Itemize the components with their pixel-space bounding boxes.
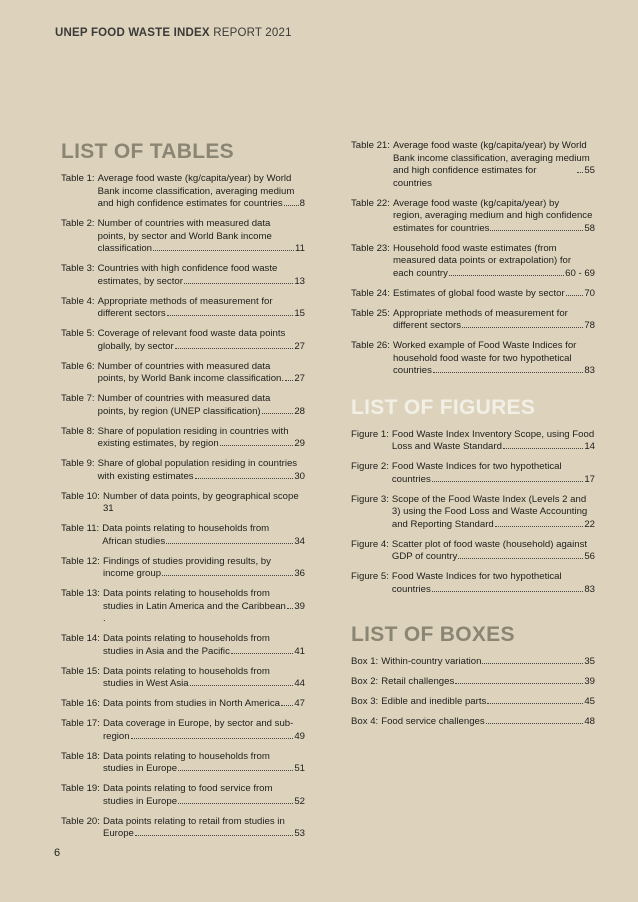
box-description xyxy=(381,656,595,669)
report-header xyxy=(55,27,292,39)
table-entry[interactable] xyxy=(61,783,305,808)
table-text: existing estimates, by region xyxy=(97,438,219,449)
box-entry[interactable] xyxy=(351,696,595,709)
dot-leader xyxy=(287,608,293,609)
figure-text: 3) using the Food Loss and Waste Accounting xyxy=(391,506,588,517)
table-last-line xyxy=(98,308,305,321)
report-subtitle: REPORT 2021 xyxy=(209,27,292,39)
figure-label: Figure 4: xyxy=(351,538,389,550)
table-last-line xyxy=(393,320,595,333)
table-description xyxy=(393,243,595,281)
table-page-number: 53 xyxy=(294,828,305,839)
table-last-line xyxy=(393,268,595,281)
dot-leader xyxy=(167,315,294,316)
dot-leader xyxy=(449,275,564,276)
dot-leader xyxy=(131,738,294,739)
table-last-line xyxy=(103,796,305,809)
figure-text: Food Waste Index Inventory Scope, using Food xyxy=(391,428,595,440)
dot-leader xyxy=(490,230,583,231)
dot-leader xyxy=(433,372,583,373)
table-page-number: 51 xyxy=(294,763,305,774)
table-page-number: 11 xyxy=(295,243,305,254)
table-description xyxy=(103,491,305,516)
boxes-list xyxy=(351,656,595,729)
table-text: with existing estimates xyxy=(97,470,194,482)
figure-text: Scope of the Food Waste Index (Levels 2 and xyxy=(391,493,587,505)
table-last-line xyxy=(393,288,595,301)
dot-leader xyxy=(285,380,293,381)
table-description xyxy=(103,718,305,743)
table-entry[interactable] xyxy=(61,458,305,483)
box-page-number: 39 xyxy=(584,676,595,687)
table-label: Table 3: xyxy=(61,263,95,274)
table-label: Table 19: xyxy=(61,783,100,794)
table-description xyxy=(103,633,305,658)
figure-text: Food Waste Indices for two hypothetical xyxy=(391,461,562,472)
list-of-boxes-heading: LIST OF BOXES xyxy=(351,623,515,646)
table-description xyxy=(393,288,595,301)
figures-list xyxy=(351,429,595,597)
box-page-number: 35 xyxy=(584,656,595,667)
table-entry[interactable] xyxy=(61,751,305,776)
table-label: Table 7: xyxy=(61,393,95,404)
table-text: Data points relating to households from xyxy=(102,665,270,677)
table-description xyxy=(98,328,305,353)
dot-leader xyxy=(220,445,294,446)
dot-leader xyxy=(486,723,584,724)
table-description xyxy=(98,426,305,451)
table-page-number: 34 xyxy=(294,535,305,547)
table-text: measured data points or extrapolation) for xyxy=(392,255,572,266)
table-description xyxy=(393,308,595,333)
table-text: Data points relating to households from xyxy=(102,588,270,599)
tables-list-left xyxy=(61,173,305,841)
table-entry[interactable] xyxy=(351,198,595,236)
right-column xyxy=(351,140,595,736)
figure-last-line xyxy=(392,441,595,454)
box-last-line xyxy=(381,716,595,729)
table-text: Estimates of global food waste by sector xyxy=(392,287,565,299)
dot-leader xyxy=(284,205,299,206)
table-label: Table 8: xyxy=(61,425,95,437)
dot-leader xyxy=(566,295,584,296)
table-description xyxy=(103,816,305,841)
table-entry[interactable] xyxy=(61,361,305,386)
table-last-line xyxy=(393,165,595,190)
table-entry[interactable] xyxy=(351,340,595,378)
table-label: Table 9: xyxy=(61,458,95,469)
table-last-line xyxy=(103,731,305,744)
table-text: Data points relating to households from xyxy=(102,523,270,534)
figure-page-number: 14 xyxy=(584,441,595,452)
table-last-line xyxy=(103,678,305,691)
table-label: Table 20: xyxy=(61,815,100,827)
table-text: region, averaging medium and high confidence xyxy=(392,210,593,221)
table-description xyxy=(102,523,305,548)
figure-entry[interactable] xyxy=(351,429,595,454)
table-page-number: 15 xyxy=(294,308,305,319)
dot-leader xyxy=(184,283,293,284)
table-text: Findings of studies providing results, by xyxy=(102,555,271,567)
table-label: Table 4: xyxy=(61,295,95,307)
table-page-number: 27 xyxy=(294,340,305,352)
table-page-number: 8 xyxy=(299,198,305,209)
table-label: Table 5: xyxy=(61,328,95,339)
table-entry[interactable] xyxy=(61,523,305,548)
dot-leader xyxy=(281,705,293,706)
table-text: Data points relating to food service from xyxy=(102,783,273,794)
box-last-line xyxy=(381,676,595,689)
figure-entry[interactable] xyxy=(351,461,595,486)
table-page-number: 83 xyxy=(584,365,595,376)
table-description xyxy=(103,588,305,626)
table-entry[interactable] xyxy=(61,633,305,658)
table-description xyxy=(98,173,305,211)
dot-leader xyxy=(135,835,293,836)
table-entry[interactable] xyxy=(351,308,595,333)
table-last-line xyxy=(98,276,305,289)
table-page-number: 47 xyxy=(294,698,305,709)
table-last-line xyxy=(103,601,305,626)
table-last-line xyxy=(393,223,595,236)
table-page-number: 29 xyxy=(294,438,305,449)
dot-leader xyxy=(178,770,293,771)
table-description xyxy=(103,751,305,776)
table-text: studies in Asia and the Pacific xyxy=(102,645,230,657)
table-label: Table 13: xyxy=(61,588,100,599)
table-page-number: 78 xyxy=(584,320,595,331)
box-label: Box 3: xyxy=(351,696,379,707)
dot-leader xyxy=(153,250,294,251)
box-last-line xyxy=(381,696,595,709)
table-description xyxy=(393,340,595,378)
figure-page-number: 56 xyxy=(584,551,595,562)
figure-text: Food Waste Indices for two hypothetical xyxy=(391,571,562,582)
table-text: and high confidence estimates for countries xyxy=(392,165,537,189)
figure-page-number: 22 xyxy=(584,518,595,530)
table-text: estimates for countries xyxy=(392,222,490,234)
table-entry[interactable] xyxy=(351,243,595,281)
table-page-number: 70 xyxy=(584,287,595,299)
table-label: Table 10: xyxy=(61,490,100,502)
table-text: Appropriate methods of measurement for xyxy=(97,295,273,307)
table-description xyxy=(103,783,305,808)
table-page-number: 55 xyxy=(584,165,595,176)
figure-last-line xyxy=(392,551,595,564)
table-entry[interactable] xyxy=(61,491,305,516)
box-label: Box 4: xyxy=(351,716,379,727)
dot-leader xyxy=(262,413,294,414)
table-entry[interactable] xyxy=(61,426,305,451)
table-text: globally, by sector xyxy=(97,340,174,352)
figure-text: Scatter plot of food waste (household) against xyxy=(391,538,588,550)
table-text: studies in West Asia xyxy=(102,678,189,689)
table-text: each country xyxy=(392,267,448,279)
figure-description xyxy=(392,571,595,596)
figure-text: Loss and Waste Standard xyxy=(391,441,502,452)
table-last-line xyxy=(98,373,305,386)
box-entry[interactable] xyxy=(351,676,595,689)
table-text: Share of global population residing in countries xyxy=(97,458,298,469)
table-entry[interactable] xyxy=(61,698,305,711)
figure-text: GDP of country xyxy=(391,551,458,562)
table-page-number: 13 xyxy=(294,275,305,287)
table-page-number: 52 xyxy=(294,795,305,807)
table-label: Table 25: xyxy=(351,307,390,319)
table-page-number: 39 xyxy=(294,600,305,612)
table-text: Data points relating to retail from studies in xyxy=(102,815,285,827)
table-label: Table 6: xyxy=(61,360,95,372)
table-last-line xyxy=(102,536,305,549)
dot-leader xyxy=(503,448,583,449)
table-label: Table 12: xyxy=(61,555,100,567)
table-entry[interactable] xyxy=(61,218,305,256)
table-page-number: 36 xyxy=(294,568,305,579)
table-text: Data coverage in Europe, by sector and sub- xyxy=(102,718,294,729)
table-description xyxy=(98,458,305,483)
table-text: countries xyxy=(392,365,432,376)
table-page-number: 44 xyxy=(294,678,305,689)
table-text: studies in Europe xyxy=(102,795,178,807)
table-text: points, by sector and World Bank income xyxy=(97,230,272,242)
dot-leader xyxy=(482,663,583,664)
left-column xyxy=(61,140,305,848)
figure-last-line xyxy=(392,584,595,597)
table-text: Average food waste (kg/capita/year) by World xyxy=(392,140,587,151)
table-label: Table 18: xyxy=(61,750,100,762)
table-entry[interactable] xyxy=(61,173,305,211)
figure-page-number: 17 xyxy=(584,473,595,485)
table-entry[interactable] xyxy=(61,296,305,321)
table-text: and high confidence estimates for countries xyxy=(97,198,283,209)
table-description xyxy=(98,218,305,256)
table-label: Table 22: xyxy=(351,197,390,209)
figure-text: and Reporting Standard xyxy=(391,518,494,530)
box-label: Box 2: xyxy=(351,676,379,687)
table-entry[interactable] xyxy=(61,718,305,743)
table-description xyxy=(103,556,305,581)
table-text: Number of countries with measured data xyxy=(97,360,271,372)
table-last-line xyxy=(103,698,305,711)
figure-text: countries xyxy=(391,583,431,595)
table-description xyxy=(98,296,305,321)
table-text: Worked example of Food Waste Indices for xyxy=(392,340,577,351)
table-label: Table 11: xyxy=(61,523,100,534)
dot-leader xyxy=(432,591,584,592)
box-description xyxy=(381,676,595,689)
table-text: 31 xyxy=(102,503,114,514)
box-page-number: 48 xyxy=(584,716,595,727)
box-entry[interactable] xyxy=(351,656,595,669)
table-text: Average food waste (kg/capita/year) by xyxy=(392,197,560,209)
table-text: Average food waste (kg/capita/year) by World xyxy=(97,173,292,184)
table-label: Table 15: xyxy=(61,665,100,677)
table-text: Number of countries with measured data xyxy=(97,393,271,404)
table-last-line xyxy=(98,243,305,256)
table-entry[interactable] xyxy=(61,588,305,626)
table-page-number: 49 xyxy=(294,730,305,742)
table-last-line xyxy=(393,365,595,378)
page-number: 6 xyxy=(54,847,61,859)
table-text: Bank income classification, averaging medium xyxy=(392,152,590,164)
figure-description xyxy=(392,494,595,532)
table-label: Table 2: xyxy=(61,218,95,229)
table-description xyxy=(98,263,305,288)
table-description xyxy=(98,361,305,386)
table-last-line xyxy=(103,568,305,581)
table-text: Data points relating to households from xyxy=(102,633,270,644)
table-last-line xyxy=(103,646,305,659)
figure-description xyxy=(392,461,595,486)
table-page-number: 41 xyxy=(294,645,305,657)
table-label: Table 17: xyxy=(61,718,100,729)
figure-label: Figure 5: xyxy=(351,571,389,582)
table-text: income group xyxy=(102,568,162,579)
dot-leader xyxy=(577,172,583,173)
table-text: studies in Latin America and the Caribbean . xyxy=(102,600,286,624)
figure-label: Figure 3: xyxy=(351,493,389,505)
box-text: Edible and inedible parts xyxy=(381,696,487,707)
box-label: Box 1: xyxy=(351,656,379,667)
table-page-number: 28 xyxy=(294,405,305,417)
table-text: Appropriate methods of measurement for xyxy=(392,307,568,319)
table-text: points, by region (UNEP classification) xyxy=(97,405,261,417)
table-description xyxy=(103,666,305,691)
figure-label: Figure 2: xyxy=(351,461,389,472)
table-text: Countries with high confidence food waste xyxy=(97,263,278,274)
table-last-line xyxy=(98,406,305,419)
list-of-figures-heading: LIST OF FIGURES xyxy=(351,395,536,419)
dot-leader xyxy=(487,703,583,704)
table-text: Data points relating to households from xyxy=(102,750,270,762)
dot-leader xyxy=(458,558,583,559)
dot-leader xyxy=(432,481,584,482)
table-label: Table 14: xyxy=(61,633,100,644)
figure-page-number: 83 xyxy=(584,583,595,595)
dot-leader xyxy=(195,478,294,479)
table-text: African studies xyxy=(102,535,166,547)
box-entry[interactable] xyxy=(351,716,595,729)
table-entry[interactable] xyxy=(351,288,595,301)
figure-entry[interactable] xyxy=(351,539,595,564)
table-text: Bank income classification, averaging medium xyxy=(97,185,295,197)
table-label: Table 1: xyxy=(61,173,95,184)
table-last-line xyxy=(98,341,305,354)
table-text: points, by World Bank income classification. xyxy=(97,373,285,384)
table-last-line xyxy=(98,471,305,484)
table-label: Table 16: xyxy=(61,698,100,709)
table-entry[interactable] xyxy=(61,556,305,581)
report-title: UNEP FOOD WASTE INDEX xyxy=(55,27,210,39)
table-text: Number of countries with measured data xyxy=(97,218,271,229)
box-description xyxy=(381,716,595,729)
table-label: Table 21: xyxy=(351,140,390,151)
box-text: Retail challenges xyxy=(381,676,455,687)
dot-leader xyxy=(166,543,293,544)
table-text: studies in Europe xyxy=(102,763,178,774)
table-last-line xyxy=(98,198,305,211)
figure-entry[interactable] xyxy=(351,494,595,532)
figure-text: countries xyxy=(391,473,431,485)
dot-leader xyxy=(190,685,294,686)
table-entry[interactable] xyxy=(61,263,305,288)
figure-last-line xyxy=(392,519,595,532)
table-description xyxy=(98,393,305,418)
table-text: Share of population residing in countries with xyxy=(97,425,289,437)
table-text: Data points from studies in North America xyxy=(102,698,280,709)
table-label: Table 24: xyxy=(351,287,390,299)
dot-leader xyxy=(178,803,293,804)
table-text: Number of data points, by geographical scope xyxy=(102,490,299,502)
dot-leader xyxy=(162,575,293,576)
figure-last-line xyxy=(392,474,595,487)
figure-label: Figure 1: xyxy=(351,428,389,440)
table-page-number: 27 xyxy=(294,373,305,384)
table-last-line xyxy=(98,438,305,451)
table-label: Table 23: xyxy=(351,242,390,254)
figure-description xyxy=(392,429,595,454)
box-last-line xyxy=(381,656,595,669)
box-text: Food service challenges xyxy=(381,716,485,727)
table-text: estimates, by sector xyxy=(97,275,183,287)
table-entry[interactable] xyxy=(61,816,305,841)
table-description xyxy=(103,698,305,711)
table-description xyxy=(393,140,595,190)
table-description xyxy=(393,198,595,236)
table-text: different sectors xyxy=(97,308,166,319)
box-page-number: 45 xyxy=(584,696,595,707)
table-entry[interactable] xyxy=(61,393,305,418)
dot-leader xyxy=(231,653,293,654)
list-of-tables-heading: LIST OF TABLES xyxy=(61,140,234,163)
table-page-number: 58 xyxy=(584,222,595,234)
table-label: Table 26: xyxy=(351,340,390,351)
table-text: household food waste for two hypothetical xyxy=(392,352,572,364)
figure-entry[interactable] xyxy=(351,571,595,596)
dot-leader xyxy=(462,327,583,328)
table-entry[interactable] xyxy=(351,140,595,190)
table-text: classification xyxy=(97,243,152,254)
table-entry[interactable] xyxy=(61,328,305,353)
box-description xyxy=(381,696,595,709)
table-text: different sectors xyxy=(392,320,462,331)
table-text: Coverage of relevant food waste data points xyxy=(97,328,286,339)
tables-list-right xyxy=(351,140,595,378)
table-last-line xyxy=(103,763,305,776)
table-last-line xyxy=(103,828,305,841)
dot-leader xyxy=(455,683,583,684)
table-text: region xyxy=(102,730,130,742)
box-text: Within-country variation xyxy=(381,656,482,667)
table-page-number: 60 - 69 xyxy=(565,267,595,279)
table-page-number: 30 xyxy=(294,470,305,482)
table-text: Europe xyxy=(102,828,134,839)
table-entry[interactable] xyxy=(61,666,305,691)
figure-description xyxy=(392,539,595,564)
dot-leader xyxy=(175,348,294,349)
dot-leader xyxy=(495,526,584,527)
table-text: Household food waste estimates (from xyxy=(392,242,557,254)
